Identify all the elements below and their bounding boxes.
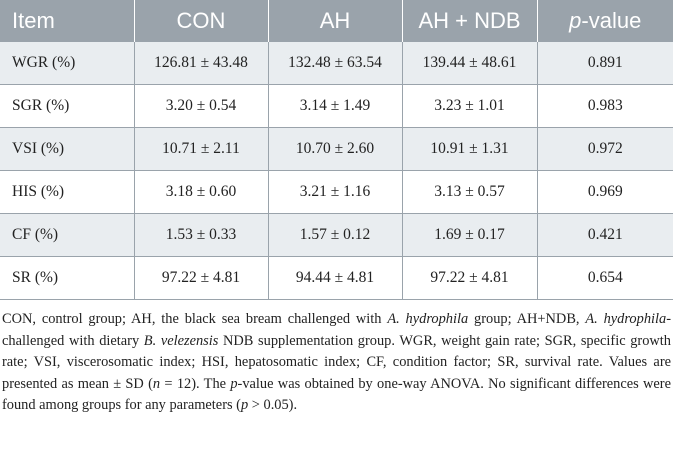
- cell-ah: 132.48 ± 63.54: [268, 42, 402, 85]
- cell-item: WGR (%): [0, 42, 134, 85]
- footnote-text: -challenged with dietary: [2, 311, 672, 349]
- cell-ah: 1.57 ± 0.12: [268, 214, 402, 257]
- footnote-species: A. hydrophila: [585, 311, 667, 327]
- table-row: [0, 171, 673, 214]
- cell-item: HIS (%): [0, 171, 134, 214]
- table-header: [0, 0, 673, 42]
- cell-ah: 10.70 ± 2.60: [268, 128, 402, 171]
- header-con: CON: [134, 0, 268, 42]
- footnote-text: CON, control group; AH, the black sea bream challenged with: [2, 311, 388, 327]
- cell-p-value: 0.654: [537, 257, 673, 300]
- header-p-value: [537, 0, 673, 42]
- cell-p-value: 0.983: [537, 85, 673, 128]
- header-ah-ndb: AH + NDB: [402, 0, 537, 42]
- footnote-species: B. velezensis: [143, 332, 219, 349]
- footnote-text: group; AH+NDB,: [468, 311, 586, 327]
- cell-item: CF (%): [0, 214, 134, 257]
- table-footnote: [2, 309, 671, 417]
- cell-ah: 94.44 ± 4.81: [268, 257, 402, 300]
- cell-p-value: 0.421: [537, 214, 673, 257]
- cell-con: 3.18 ± 0.60: [134, 171, 268, 214]
- table-row: [0, 214, 673, 257]
- cell-ah-ndb: 139.44 ± 48.61: [402, 42, 537, 85]
- header-ah: AH: [268, 0, 402, 42]
- footnote-text: > 0.05).: [248, 397, 298, 414]
- footnote-text: -value was obtained by one-way ANOVA. No significant differences were found among groups for any parameters (: [2, 375, 671, 414]
- cell-p-value: 0.891: [537, 42, 673, 85]
- header-row: [0, 0, 673, 42]
- cell-ah: 3.14 ± 1.49: [268, 85, 402, 128]
- cell-ah-ndb: 3.23 ± 1.01: [402, 85, 537, 128]
- footnote-species: A. hydrophila: [387, 311, 469, 327]
- cell-con: 1.53 ± 0.33: [134, 214, 268, 257]
- cell-ah-ndb: 3.13 ± 0.57: [402, 171, 537, 214]
- cell-ah-ndb: 97.22 ± 4.81: [402, 257, 537, 300]
- footnote-symbol: n: [152, 375, 161, 392]
- footnote-symbol: p: [230, 375, 238, 392]
- footnote-text: NDB supplementation group. WGR, weight gain rate; SGR, specific growth rate; VSI, viscerosomatic index; HSI, hepatosomatic index; CF, condition factor; SR, survival rate. Values are presented as mean ± SD (: [2, 332, 671, 392]
- cell-ah-ndb: 10.91 ± 1.31: [402, 128, 537, 171]
- cell-con: 97.22 ± 4.81: [134, 257, 268, 300]
- header-p-suffix: -value: [581, 8, 642, 33]
- footnote-text: = 12). The: [160, 375, 231, 392]
- table-row: [0, 42, 673, 85]
- cell-con: 3.20 ± 0.54: [134, 85, 268, 128]
- cell-p-value: 0.972: [537, 128, 673, 171]
- table-row: [0, 85, 673, 128]
- header-item: Item: [0, 0, 134, 42]
- cell-item: VSI (%): [0, 128, 134, 171]
- cell-item: SR (%): [0, 257, 134, 300]
- cell-con: 126.81 ± 43.48: [134, 42, 268, 85]
- cell-p-value: 0.969: [537, 171, 673, 214]
- table-row: [0, 257, 673, 300]
- table-body: [0, 42, 673, 300]
- cell-ah: 3.21 ± 1.16: [268, 171, 402, 214]
- cell-con: 10.71 ± 2.11: [134, 128, 268, 171]
- footnote-symbol: p: [240, 397, 249, 414]
- cell-ah-ndb: 1.69 ± 0.17: [402, 214, 537, 257]
- cell-item: SGR (%): [0, 85, 134, 128]
- header-p-italic: p: [569, 8, 582, 33]
- table-row: [0, 128, 673, 171]
